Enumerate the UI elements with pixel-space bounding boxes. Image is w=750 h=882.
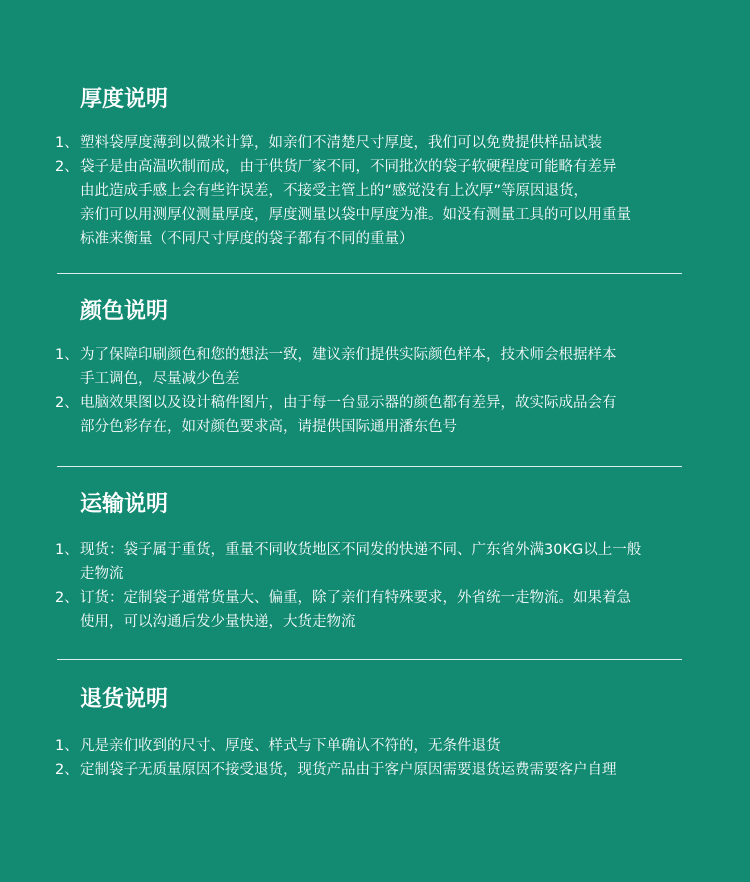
list-item	[55, 131, 705, 155]
item-text: 为了保障印刷颜色和您的想法一致，建议亲们提供实际颜色样本，技术师会根据样本	[80, 347, 617, 363]
item-list	[55, 343, 705, 439]
item-text: 凡是亲们收到的尺寸、厚度、样式与下单确认不符的，无条件退货	[80, 738, 501, 754]
item-text: 标准来衡量（不同尺寸厚度的袋子都有不同的重量）	[80, 231, 414, 247]
list-item	[55, 155, 705, 251]
item-text: 由此造成手感上会有些许误差，不接受主管上的“感觉没有上次厚”等原因退货，	[80, 183, 589, 199]
divider	[57, 659, 682, 660]
list-item	[55, 758, 705, 782]
item-text: 袋子是由高温吹制而成，由于供货厂家不同，不同批次的袋子软硬程度可能略有差异	[80, 159, 617, 175]
item-number: 1、	[55, 347, 79, 363]
item-text: 走物流	[80, 566, 124, 582]
item-text: 塑料袋厚度薄到以微米计算，如亲们不清楚尺寸厚度，我们可以免费提供样品试装	[80, 135, 602, 151]
item-text: 使用，可以沟通后发少量快递，大货走物流	[80, 614, 356, 630]
item-number: 1、	[55, 542, 79, 558]
item-text: 定制袋子无质量原因不接受退货，现货产品由于客户原因需要退货运费需要客户自理	[80, 762, 617, 778]
item-number: 2、	[55, 590, 79, 606]
section-title: 退货说明	[80, 687, 169, 712]
divider	[57, 273, 682, 274]
item-number: 2、	[55, 395, 79, 411]
list-item	[55, 586, 705, 634]
list-item	[55, 391, 705, 439]
item-number: 2、	[55, 762, 79, 778]
section-title: 颜色说明	[80, 299, 169, 324]
item-number: 1、	[55, 135, 79, 151]
item-text: 部分色彩存在，如对颜色要求高，请提供国际通用潘东色号	[80, 419, 457, 435]
section-title: 运输说明	[80, 492, 169, 517]
item-text: 电脑效果图以及设计稿件图片，由于每一台显示器的颜色都有差异，故实际成品会有	[80, 395, 617, 411]
item-text: 亲们可以用测厚仪测量厚度，厚度测量以袋中厚度为准。如没有测量工具的可以用重量	[80, 207, 631, 223]
list-item	[55, 538, 705, 586]
list-item	[55, 734, 705, 758]
item-text: 手工调色，尽量减少色差	[80, 371, 240, 387]
divider	[57, 466, 682, 467]
item-number: 1、	[55, 738, 79, 754]
section-title: 厚度说明	[80, 87, 169, 112]
item-list	[55, 131, 705, 251]
item-number: 2、	[55, 159, 79, 175]
item-list	[55, 734, 705, 782]
item-text: 订货：定制袋子通常货量大、偏重，除了亲们有特殊要求，外省统一走物流。如果着急	[80, 590, 631, 606]
item-text: 现货：袋子属于重货，重量不同收货地区不同发的快递不同、广东省外满30KG以上一般	[80, 542, 642, 558]
list-item	[55, 343, 705, 391]
item-list	[55, 538, 705, 634]
